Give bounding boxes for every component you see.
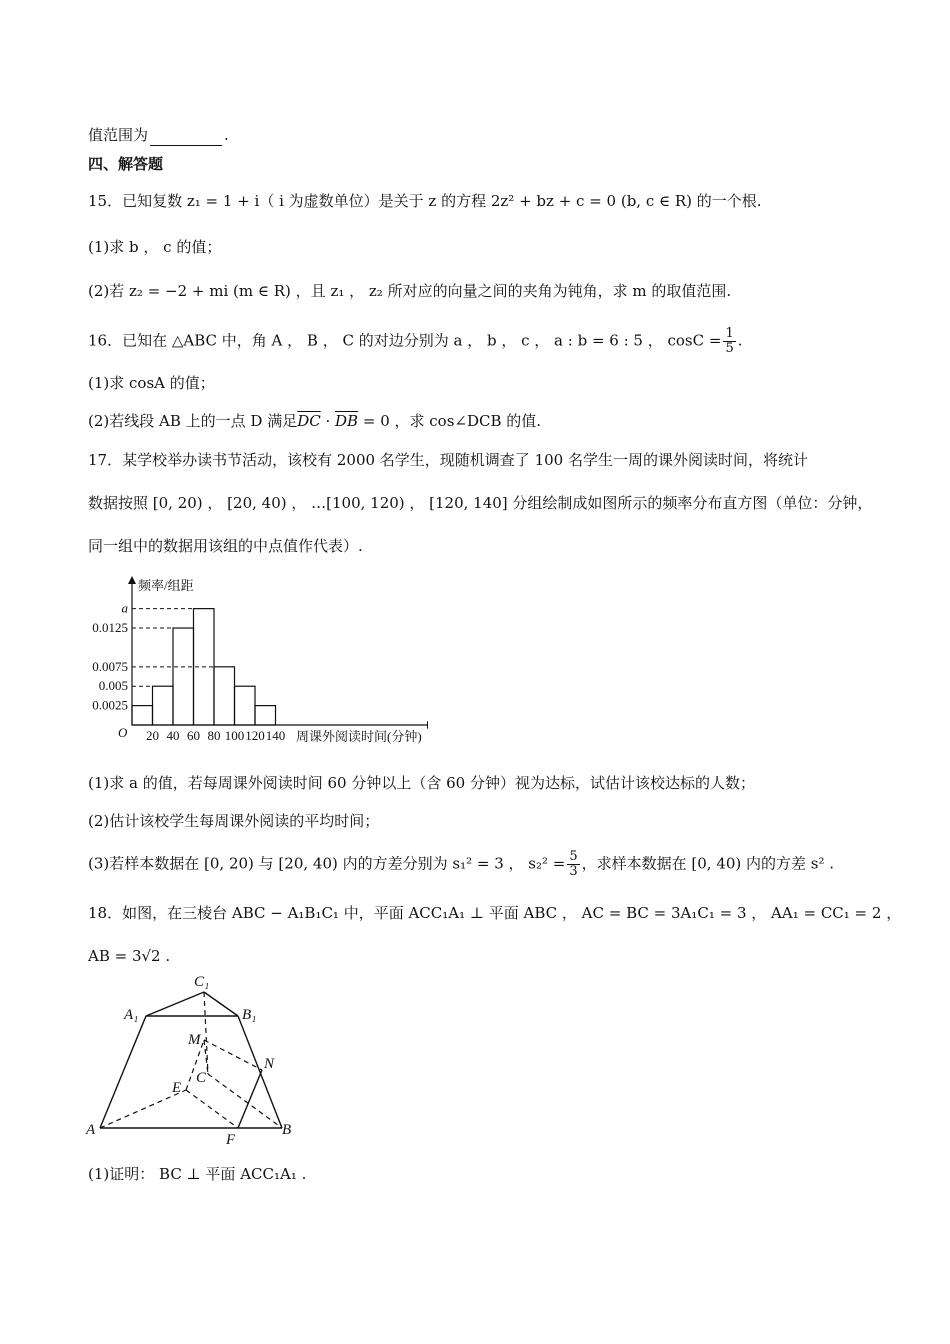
x-axis-arrow — [427, 721, 428, 729]
q15-stem: 15．已知复数 z₁ = 1 + i（ i 为虚数单位）是关于 z 的方程 2z² + bz + c = 0 (b, c ∈ R) 的一个根. — [88, 192, 762, 210]
x-tick-label: 20 — [146, 728, 159, 743]
q18-stem-line1: 18．如图，在三棱台 ABC − A₁B₁C₁ 中，平面 ACC₁A₁ ⊥ 平面 ABC ， AC = BC = 3A₁C₁ = 3 ， AA₁ = CC₁ = 2 ， — [88, 904, 902, 922]
label-N: N — [264, 1056, 275, 1072]
x-axis-label: 周课外阅读时间(分钟) — [296, 729, 422, 744]
range-answer-line: 值范围为 . — [88, 126, 229, 144]
label-F: F — [226, 1132, 236, 1148]
x-tick-label: 100 — [224, 728, 245, 743]
frequency-histogram — [88, 572, 428, 752]
answer-blank[interactable] — [150, 130, 222, 146]
histogram-bar — [214, 667, 235, 725]
q18-stem-line2: AB = 3√2 . — [88, 947, 171, 965]
label-C1: C₁ — [194, 974, 210, 990]
histogram-bar — [132, 706, 153, 725]
histogram-bar — [173, 628, 194, 725]
fraction: $\frac{5}{3}$ — [569, 849, 578, 879]
x-tick-label: 140 — [265, 728, 286, 743]
histogram-bar — [255, 706, 276, 725]
fraction: $\frac{1}{5}$ — [725, 326, 734, 356]
histogram-bar — [235, 686, 256, 725]
x-tick-label: 120 — [245, 728, 265, 743]
q16-part2: (2)若线段 AB 上的一点 D 满足$\overline{DC} \cdot \overline{DB} = 0$ ，求 cos∠DCB 的值. — [88, 412, 542, 430]
q16-part1: (1)求 cosA 的值； — [88, 374, 215, 392]
y-tick-label: a — [121, 600, 128, 616]
label-E: E — [172, 1080, 182, 1096]
q16-stem: 16．已知在 △ABC 中，角 A ， B ， C 的对边分别为 a ， b ， c ， a : b = 6 : 5 ， cosC = $\frac{1}{5}$ . — [88, 326, 743, 356]
label-B: B — [282, 1122, 292, 1138]
q17-stem-line1: 17．某学校举办读书节活动，该校有 2000 名学生，现随机调查了 100 名学生一周的课外阅读时间，将统计 — [88, 451, 808, 469]
label-A: A — [86, 1122, 96, 1138]
histogram-bar — [153, 686, 174, 725]
label-B1: B₁ — [242, 1007, 257, 1023]
label-A1: A₁ — [124, 1007, 139, 1023]
q17-stem-line2: 数据按照 [0, 20) ， [20, 40) ， …[100, 120) ， [120, 140] 分组绘制成如图所示的频率分布直方图（单位：分钟， — [88, 494, 873, 512]
section-heading: 四、解答题 — [88, 155, 164, 173]
x-tick-label: 80 — [207, 728, 221, 743]
frustum-diagram — [80, 972, 310, 1152]
y-tick-label: 0.005 — [98, 678, 128, 694]
label-C: C — [196, 1070, 207, 1086]
q15-part1: (1)求 b ， c 的值； — [88, 238, 222, 256]
y-axis-arrow — [128, 576, 136, 584]
q17-part3: (3)若样本数据在 [0, 20) 与 [20, 40) 内的方差分别为 s₁² = 3 ， s₂² = $\frac{5}{3}$ ，求样本数据在 [0, 40) 内的方差 s² . — [88, 849, 835, 879]
x-tick-label: 40 — [166, 728, 180, 743]
q17-stem-line3: 同一组中的数据用该组的中点值作代表）. — [88, 537, 363, 555]
q17-part1: (1)求 a 的值，若每周课外阅读时间 60 分钟以上（含 60 分钟）视为达标，试估计该校达标的人数； — [88, 774, 755, 792]
origin-label: O — [118, 725, 128, 740]
y-tick-label: 0.0075 — [92, 658, 128, 674]
y-tick-label: 0.0125 — [92, 620, 128, 636]
y-axis-label: 频率/组距 — [138, 578, 194, 593]
q15-part2: (2)若 z₂ = −2 + mi (m ∈ R) ，且 z₁ ， z₂ 所对应的向量之间的夹角为钝角，求 m 的取值范围. — [88, 282, 732, 300]
q18-part1: (1)证明： BC ⊥ 平面 ACC₁A₁ . — [88, 1165, 307, 1183]
label-M: M — [188, 1032, 201, 1048]
x-tick-label: 60 — [187, 728, 200, 743]
q17-part2: (2)估计该校学生每周课外阅读的平均时间； — [88, 812, 380, 830]
y-tick-label: 0.0025 — [92, 697, 128, 713]
